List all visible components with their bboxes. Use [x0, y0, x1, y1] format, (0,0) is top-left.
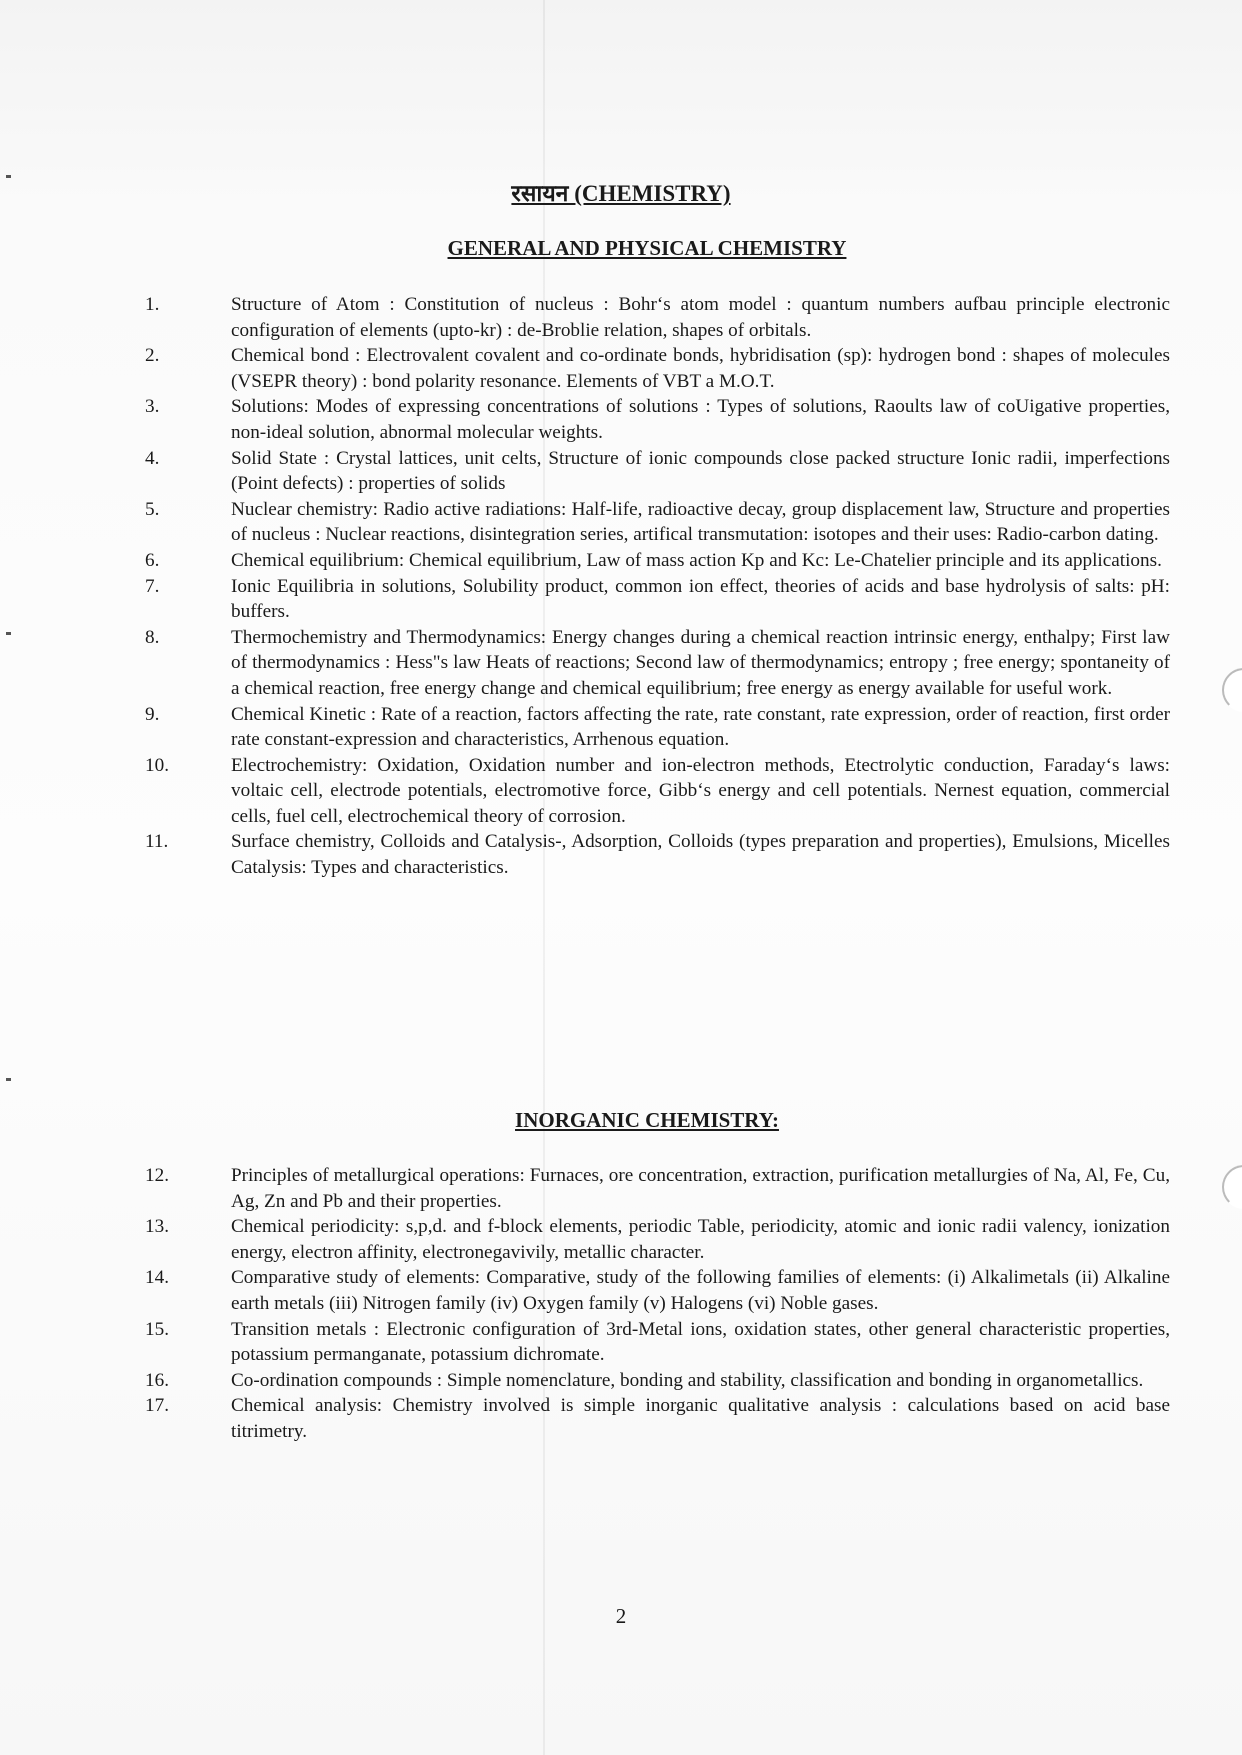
list-item: [145, 343, 1170, 394]
item-number: 8.: [145, 626, 160, 648]
list-item: [145, 497, 1170, 548]
list-item: [145, 1265, 1170, 1316]
item-number: 9.: [145, 703, 160, 725]
punch-hole-bottom: [1222, 1165, 1242, 1209]
item-number: 13.: [145, 1216, 169, 1238]
list-item: [145, 574, 1170, 625]
list-item: [145, 1163, 1170, 1214]
item-text: Co-ordination compounds : Simple nomenclature, bonding and stability, classification and bonding in organometallics.: [231, 1369, 1144, 1391]
punch-hole-top: [1222, 668, 1242, 712]
item-text: Surface chemistry, Colloids and Catalysis-, Adsorption, Colloids (types preparation and properties), Emulsions, Micelles Catalysis: Types and characteristics.: [231, 831, 1170, 879]
item-number: 6.: [145, 549, 160, 571]
margin-mark: [6, 1078, 11, 1081]
item-text: Chemical Kinetic : Rate of a reaction, factors affecting the rate, rate constant, rate expression, order of reaction, first order rate constant-expression and characteristics, Arrhenous equation.: [231, 703, 1170, 751]
item-text: Thermochemistry and Thermodynamics: Energy changes during a chemical reaction intrinsic energy, enthalpy; First law of thermodynamics : Hess"s law Heats of reactions; Second law of thermodynamics; entropy ; free energy; spontaneity of a chemical reaction, free energy change and chemical equilibrium; free energy as energy available for useful work.: [231, 626, 1170, 699]
item-text: Chemical analysis: Chemistry involved is simple inorganic qualitative analysis : calculations based on acid base titrimetry.: [231, 1395, 1170, 1442]
item-text: Nuclear chemistry: Radio active radiations: Half-life, radioactive decay, group displacement law, Structure and properties of nucleus : Nuclear reactions, disintegration series, artifical transmutation: isotopes and their uses: Radio-carbon dating.: [231, 498, 1170, 546]
item-text: Solutions: Modes of expressing concentrations of solutions : Types of solutions, Raoults law of coUigative properties, non-ideal solution, abnormal molecular weights.: [231, 396, 1170, 443]
item-number: 14.: [145, 1267, 169, 1289]
item-text: Chemical bond : Electrovalent covalent and co-ordinate bonds, hybridisation (sp): hydrogen bond : shapes of molecules (VSEPR theory) : bond polarity resonance. Elements of VBT a M.O.T.: [231, 345, 1170, 392]
item-number: 7.: [145, 575, 160, 597]
list-item: [145, 446, 1170, 497]
item-text: Solid State : Crystal lattices, unit celts, Structure of ionic compounds close packed structure Ionic radii, imperfections (Point defects) : properties of solids: [231, 447, 1170, 495]
section-list-general-physical: [145, 292, 1170, 881]
list-item: [145, 548, 1170, 574]
item-number: 4.: [145, 447, 160, 469]
item-text: Chemical periodicity: s,p,d. and f-block elements, periodic Table, periodicity, atomic and ionic radii valency, ionization energy, electron affinity, electronegavivily, metallic character.: [231, 1216, 1170, 1263]
item-text: Transition metals : Electronic configuration of 3rd-Metal ions, oxidation states, other general characteristic properties, potassium permanganate, potassium dichromate.: [231, 1318, 1170, 1366]
item-text: Structure of Atom : Constitution of nucleus : Bohr‘s atom model : quantum numbers aufbau principle electronic configuration of elements (upto-kr) : de-Broblie relation, shapes of orbitals.: [231, 294, 1170, 341]
list-item: [145, 702, 1170, 753]
page-number: 2: [615, 1604, 627, 1628]
item-number: 15.: [145, 1318, 169, 1340]
item-number: 1.: [145, 294, 160, 315]
list-item: [145, 753, 1170, 830]
item-text: Principles of metallurgical operations: Furnaces, ore concentration, extraction, purification metallurgies of Na, Al, Fe, Cu, Ag, Zn and Pb and their properties.: [231, 1165, 1170, 1212]
section-heading-inorganic: INORGANIC CHEMISTRY:: [515, 1108, 779, 1132]
list-item: [145, 1317, 1170, 1368]
item-number: 5.: [145, 498, 160, 520]
item-text: Chemical equilibrium: Chemical equilibrium, Law of mass action Kp and Kc: Le-Chatelier principle and its applications.: [231, 549, 1162, 571]
section-list-inorganic: [145, 1163, 1170, 1445]
page-title: रसायन (CHEMISTRY): [511, 181, 731, 206]
item-text: Comparative study of elements: Comparative, study of the following families of elements: (i) Alkalimetals (ii) Alkaline earth metals (iii) Nitrogen family (iv) Oxygen family (v) Halogens (vi) Noble gases.: [231, 1267, 1170, 1314]
list-item: [145, 292, 1170, 343]
list-item: [145, 625, 1170, 702]
list-item: [145, 1368, 1170, 1394]
item-number: 17.: [145, 1395, 169, 1417]
item-text: Ionic Equilibria in solutions, Solubility product, common ion effect, theories of acids and base hydrolysis of salts: pH: buffers.: [231, 575, 1170, 623]
item-number: 2.: [145, 345, 160, 367]
list-item: [145, 1214, 1170, 1265]
section-heading-general-physical: GENERAL AND PHYSICAL CHEMISTRY: [447, 236, 847, 260]
item-text: Electrochemistry: Oxidation, Oxidation number and ion-electron methods, Etectrolytic conduction, Faraday‘s laws: voltaic cell, electrode potentials, electromotive force, Gibb‘s energy and cell potentials. Nernest equation, commercial cells, fuel cell, electrochemical theory of corrosion.: [231, 754, 1170, 827]
item-number: 3.: [145, 396, 160, 418]
list-item: [145, 829, 1170, 880]
item-number: 12.: [145, 1165, 169, 1186]
margin-mark: [6, 632, 11, 635]
list-item: [145, 394, 1170, 445]
item-number: 16.: [145, 1369, 169, 1391]
item-number: 11.: [145, 831, 169, 853]
list-item: [145, 1393, 1170, 1444]
item-number: 10.: [145, 754, 169, 776]
